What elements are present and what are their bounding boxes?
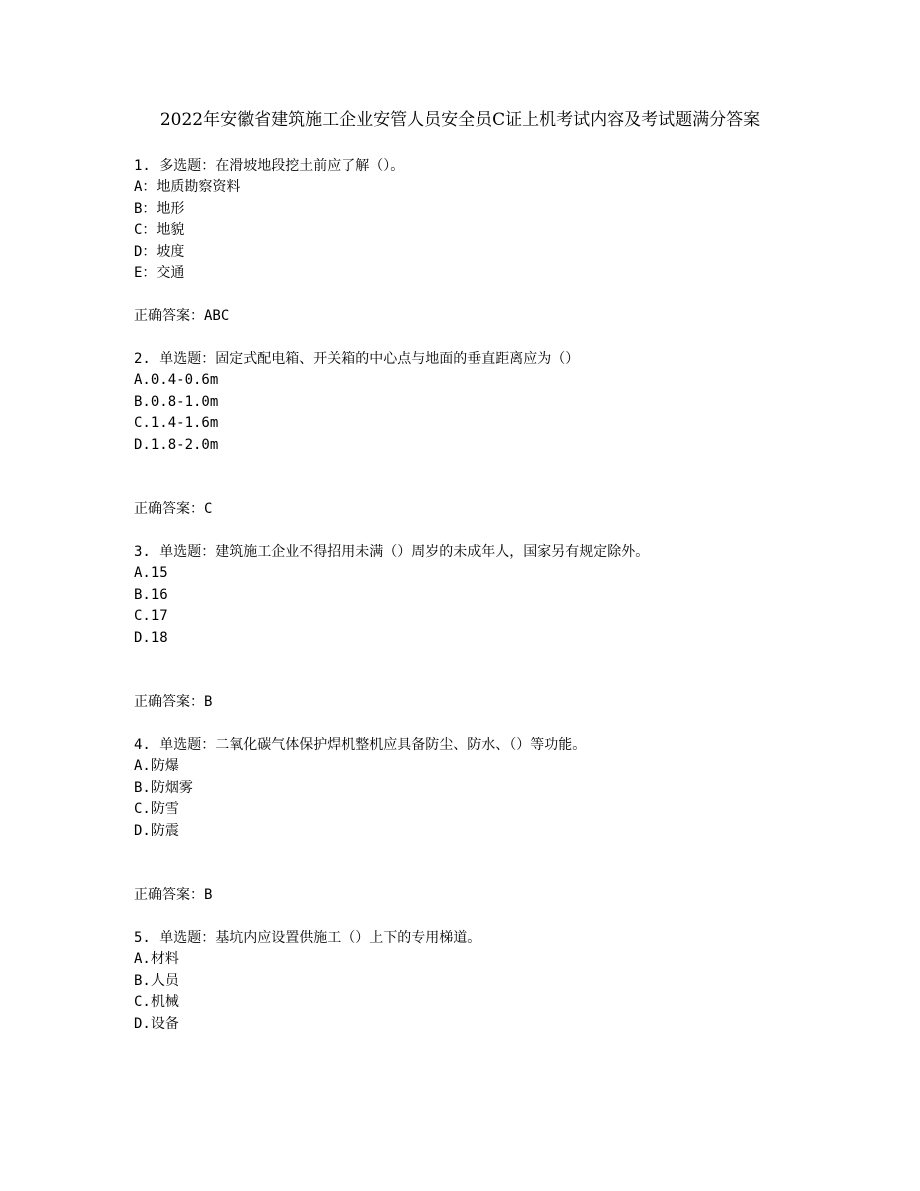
option-d: D.1.8-2.0m bbox=[134, 436, 219, 453]
question-item bbox=[134, 348, 834, 541]
question-stem: 5. 单选题：基坑内应设置供施工（）上下的专用梯道。 bbox=[134, 930, 482, 946]
question-item bbox=[134, 541, 834, 734]
option-c: C.机械 bbox=[134, 994, 179, 1010]
question-stem: 3. 单选题：建筑施工企业不得招用未满（）周岁的未成年人，国家另有规定除外。 bbox=[134, 544, 650, 560]
option-c: C.17 bbox=[134, 608, 168, 624]
option-a: A.0.4-0.6m bbox=[134, 372, 219, 388]
option-c: C.1.4-1.6m bbox=[134, 415, 219, 431]
option-a: A.材料 bbox=[134, 951, 179, 967]
question-item bbox=[134, 927, 834, 1120]
correct-answer: 正确答案：ABC bbox=[134, 308, 230, 324]
option-b: B.0.8-1.0m bbox=[134, 393, 219, 410]
option-b: B.16 bbox=[134, 586, 168, 603]
document-title: 2022年安徽省建筑施工企业安管人员安全员C证上机考试内容及考试题满分答案 bbox=[159, 110, 761, 130]
option-c: C：地貌 bbox=[134, 222, 185, 238]
option-d: D.防震 bbox=[134, 822, 179, 839]
question-stem: 1. 多选题：在滑坡地段挖土前应了解（）。 bbox=[134, 158, 405, 174]
option-b: B.防烟雾 bbox=[134, 779, 193, 796]
option-d: D.设备 bbox=[134, 1015, 179, 1032]
correct-answer: 正确答案：B bbox=[134, 887, 213, 903]
option-a: A.防爆 bbox=[134, 758, 179, 774]
question-item bbox=[134, 155, 834, 348]
question-list bbox=[134, 155, 834, 1120]
option-a: A.15 bbox=[134, 565, 168, 581]
question-stem: 4. 单选题：二氧化碳气体保护焊机整机应具备防尘、防水、（）等功能。 bbox=[134, 737, 587, 753]
question-item bbox=[134, 734, 834, 927]
correct-answer: 正确答案：B bbox=[134, 694, 213, 710]
option-b: B：地形 bbox=[134, 200, 185, 217]
option-a: A：地质勘察资料 bbox=[134, 179, 241, 195]
correct-answer: 正确答案：C bbox=[134, 501, 213, 517]
option-e: E：交通 bbox=[134, 265, 185, 281]
option-d: D：坡度 bbox=[134, 243, 185, 260]
option-c: C.防雪 bbox=[134, 801, 179, 817]
question-stem: 2. 单选题：固定式配电箱、开关箱的中心点与地面的垂直距离应为（） bbox=[134, 351, 580, 367]
option-d: D.18 bbox=[134, 629, 168, 646]
option-b: B.人员 bbox=[134, 972, 179, 989]
